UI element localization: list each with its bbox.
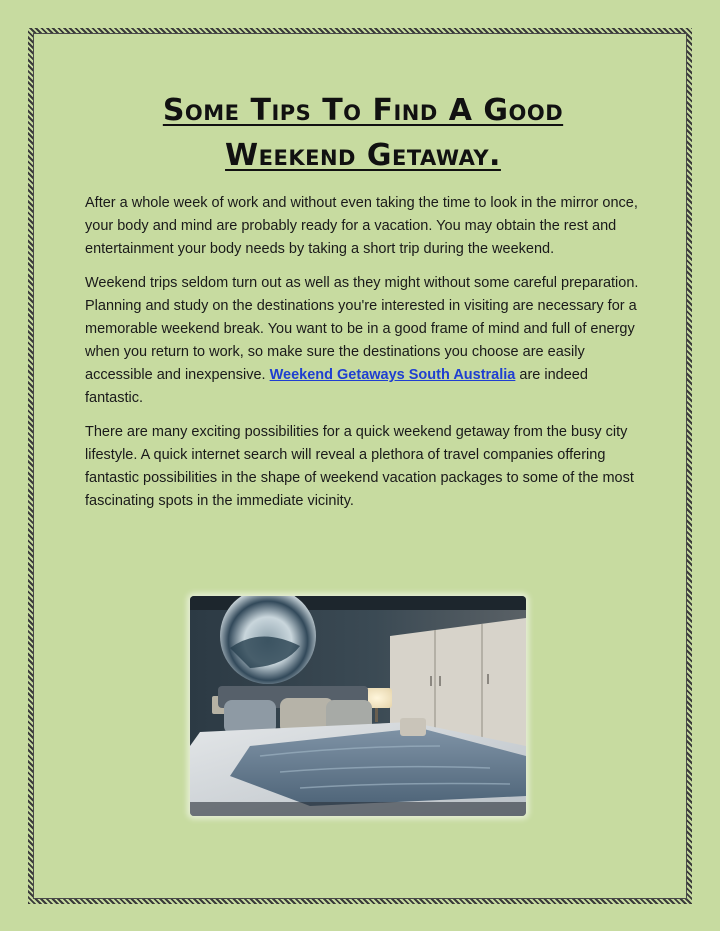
- title-line-2: Weekend Getaway.: [225, 138, 501, 173]
- page-title: [85, 88, 641, 178]
- weekend-getaways-link[interactable]: Weekend Getaways South Australia: [269, 367, 516, 383]
- paragraph-1: After a whole week of work and without even taking the time to look in the mirror once, your body and mind are probably ready for a vacation. You may obtain the rest and entertainment your body needs by taking a short trip during the weekend.: [85, 195, 638, 257]
- bedroom-photo: [190, 596, 526, 816]
- paragraph-3: There are many exciting possibilities for a quick weekend getaway from the busy city lifestyle. A quick internet search will reveal a plethora of travel companies offering fantastic possibilities in the shape of weekend vacation packages to some of the most fascinating spots in the immediate vicinity.: [85, 424, 634, 509]
- document-body: [85, 88, 641, 524]
- paragraph-2-text: Weekend trips seldom turn out as well as they might without some careful preparation. Planning and study on the destinations you're interested in visiting are necessary for a memorable weekend break. You want to be in a good frame of mind and full of energy when you return to work, so make sure the destinations you choose are easily accessible and inexpensive.: [85, 275, 639, 383]
- title-line-1: Some Tips To Find A Good: [162, 93, 564, 128]
- paragraph-2-tail: are indeed fantastic.: [85, 367, 588, 406]
- paragraph-2: [85, 272, 641, 410]
